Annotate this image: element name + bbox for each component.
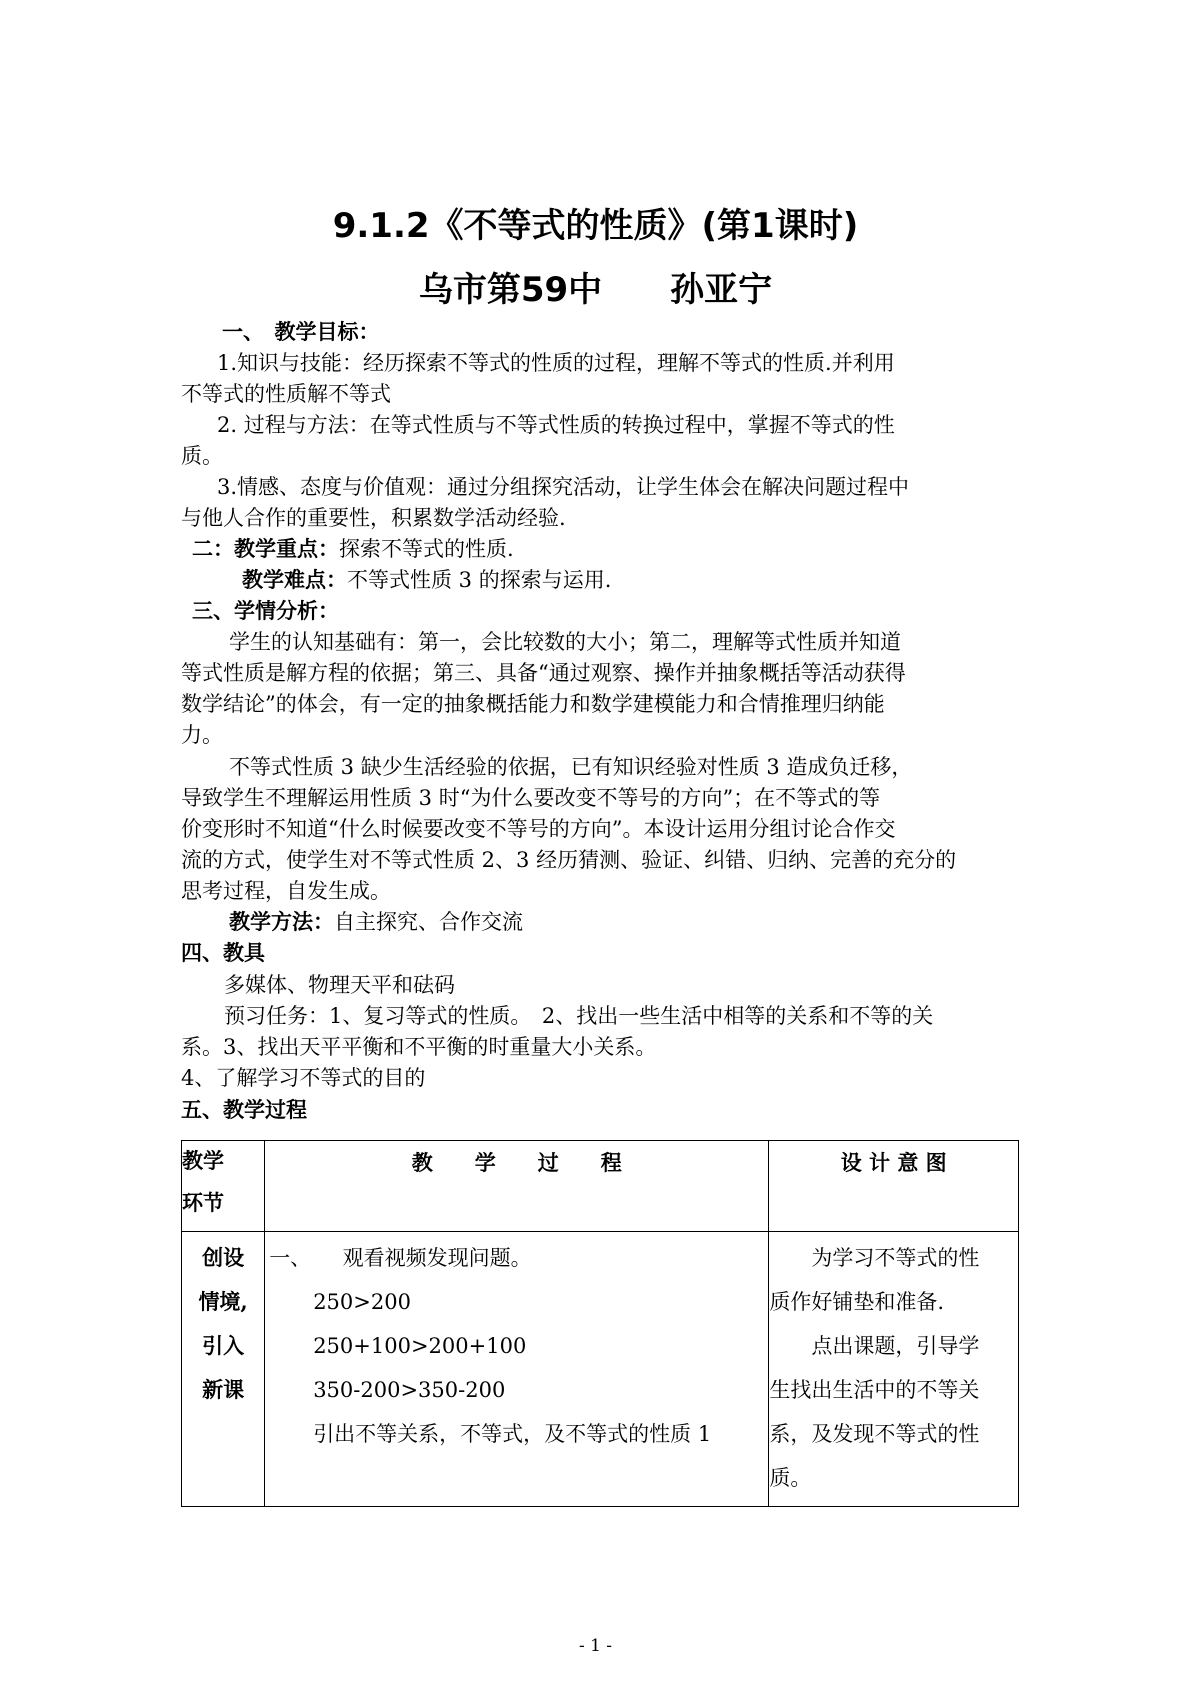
intent-line: 质。 (769, 1466, 812, 1490)
paragraph-line: 力。 (181, 723, 223, 747)
document-title: 9.1.2《不等式的性质》(第1课时) (332, 206, 859, 246)
paragraph-line: 1.知识与技能：经历探索不等式的性质的过程，理解不等式的性质.并利用 (217, 351, 895, 375)
key-points-label: 二：教学重点： (192, 536, 339, 561)
intent-cell (769, 1232, 1019, 1507)
stage-line: 新课 (202, 1377, 245, 1402)
paragraph-line: 流的方式，使学生对不等式性质 2、3 经历猜测、验证、纠错、归纳、完善的充分的 (181, 848, 957, 872)
process-line: 一、 观看视频发现问题。 (269, 1246, 532, 1270)
paragraph-line: 数学结论”的体会，有一定的抽象概括能力和数学建模能力和合情推理归纳能 (181, 692, 885, 716)
paragraph-line: 导致学生不理解运用性质 3 时“为什么要改变不等号的方向”；在不等式的等 (181, 786, 881, 810)
key-points-text: 探索不等式的性质. (339, 537, 514, 561)
paragraph-line: 4、了解学习不等式的目的 (181, 1066, 426, 1090)
paragraph-line: 思考过程，自发生成。 (181, 879, 391, 903)
stage-line: 情境, (198, 1289, 248, 1314)
process-cell (265, 1232, 769, 1507)
paragraph-line: 质。 (181, 444, 223, 468)
table-header-row (182, 1141, 1019, 1232)
page-number: - 1 - (578, 1636, 613, 1656)
section-5-heading: 五、教学过程 (181, 1097, 307, 1122)
header-stage-line: 教学 (182, 1148, 224, 1173)
teaching-method-label: 教学方法： (229, 909, 334, 934)
intent-line: 系，及发现不等式的性 (769, 1422, 980, 1446)
paragraph-line: 预习任务：1、复习等式的性质。 2、找出一些生活中相等的关系和不等的关 (224, 1004, 934, 1028)
paragraph-line: 学生的认知基础有：第一，会比较数的大小；第二，理解等式性质并知道 (229, 630, 901, 654)
header-stage-cell (182, 1141, 265, 1232)
intent-line: 为学习不等式的性 (769, 1246, 980, 1270)
table-row (182, 1232, 1019, 1507)
teaching-process-table (181, 1140, 1019, 1507)
process-line: 250>200 (313, 1290, 411, 1314)
intent-line: 质作好铺垫和准备. (769, 1290, 945, 1314)
author-line: 乌市第59中 孙亚宁 (418, 270, 773, 310)
intent-line: 点出课题，引导学 (769, 1334, 980, 1358)
stage-line: 创设 (202, 1245, 245, 1270)
process-line: 250+100>200+100 (313, 1334, 527, 1358)
paragraph-line: 价变形时不知道“什么时候要改变不等号的方向”。本设计运用分组讨论合作交 (181, 817, 896, 841)
paragraph-line: 多媒体、物理天平和砝码 (224, 973, 455, 997)
header-intent-cell: 设 计 意 图 (769, 1141, 1019, 1232)
teaching-method-line (229, 908, 523, 936)
paragraph-line: 2. 过程与方法：在等式性质与不等式性质的转换过程中，掌握不等式的性 (217, 413, 895, 437)
intent-line: 生找出生活中的不等关 (769, 1378, 980, 1402)
difficult-points-line (242, 566, 611, 594)
teaching-method-text: 自主探究、合作交流 (334, 910, 523, 934)
section-3-heading: 三、学情分析： (192, 598, 339, 623)
process-line: 350-200>350-200 (313, 1378, 506, 1402)
stage-cell (182, 1232, 265, 1507)
key-points-line (192, 535, 514, 563)
paragraph-line: 不等式的性质解不等式 (181, 382, 391, 406)
process-line: 引出不等关系，不等式，及不等式的性质 1 (313, 1422, 712, 1446)
stage-line: 引入 (202, 1333, 245, 1358)
difficult-points-label: 教学难点： (242, 567, 347, 592)
header-stage-line: 环节 (182, 1190, 224, 1215)
section-4-heading: 四、教具 (181, 940, 265, 965)
header-process-cell: 教 学 过 程 (265, 1141, 769, 1232)
section-1-heading: 一、 教学目标： (222, 319, 380, 344)
paragraph-line: 系。3、找出天平平衡和不平衡的时重量大小关系。 (181, 1035, 657, 1059)
difficult-points-text: 不等式性质 3 的探索与运用. (347, 568, 612, 592)
paragraph-line: 不等式性质 3 缺少生活经验的依据，已有知识经验对性质 3 造成负迁移， (229, 755, 913, 779)
paragraph-line: 等式性质是解方程的依据；第三、具备“通过观察、操作并抽象概括等活动获得 (181, 661, 906, 685)
paragraph-line: 3.情感、态度与价值观：通过分组探究活动，让学生体会在解决问题过程中 (217, 475, 910, 499)
paragraph-line: 与他人合作的重要性，积累数学活动经验. (181, 506, 566, 530)
